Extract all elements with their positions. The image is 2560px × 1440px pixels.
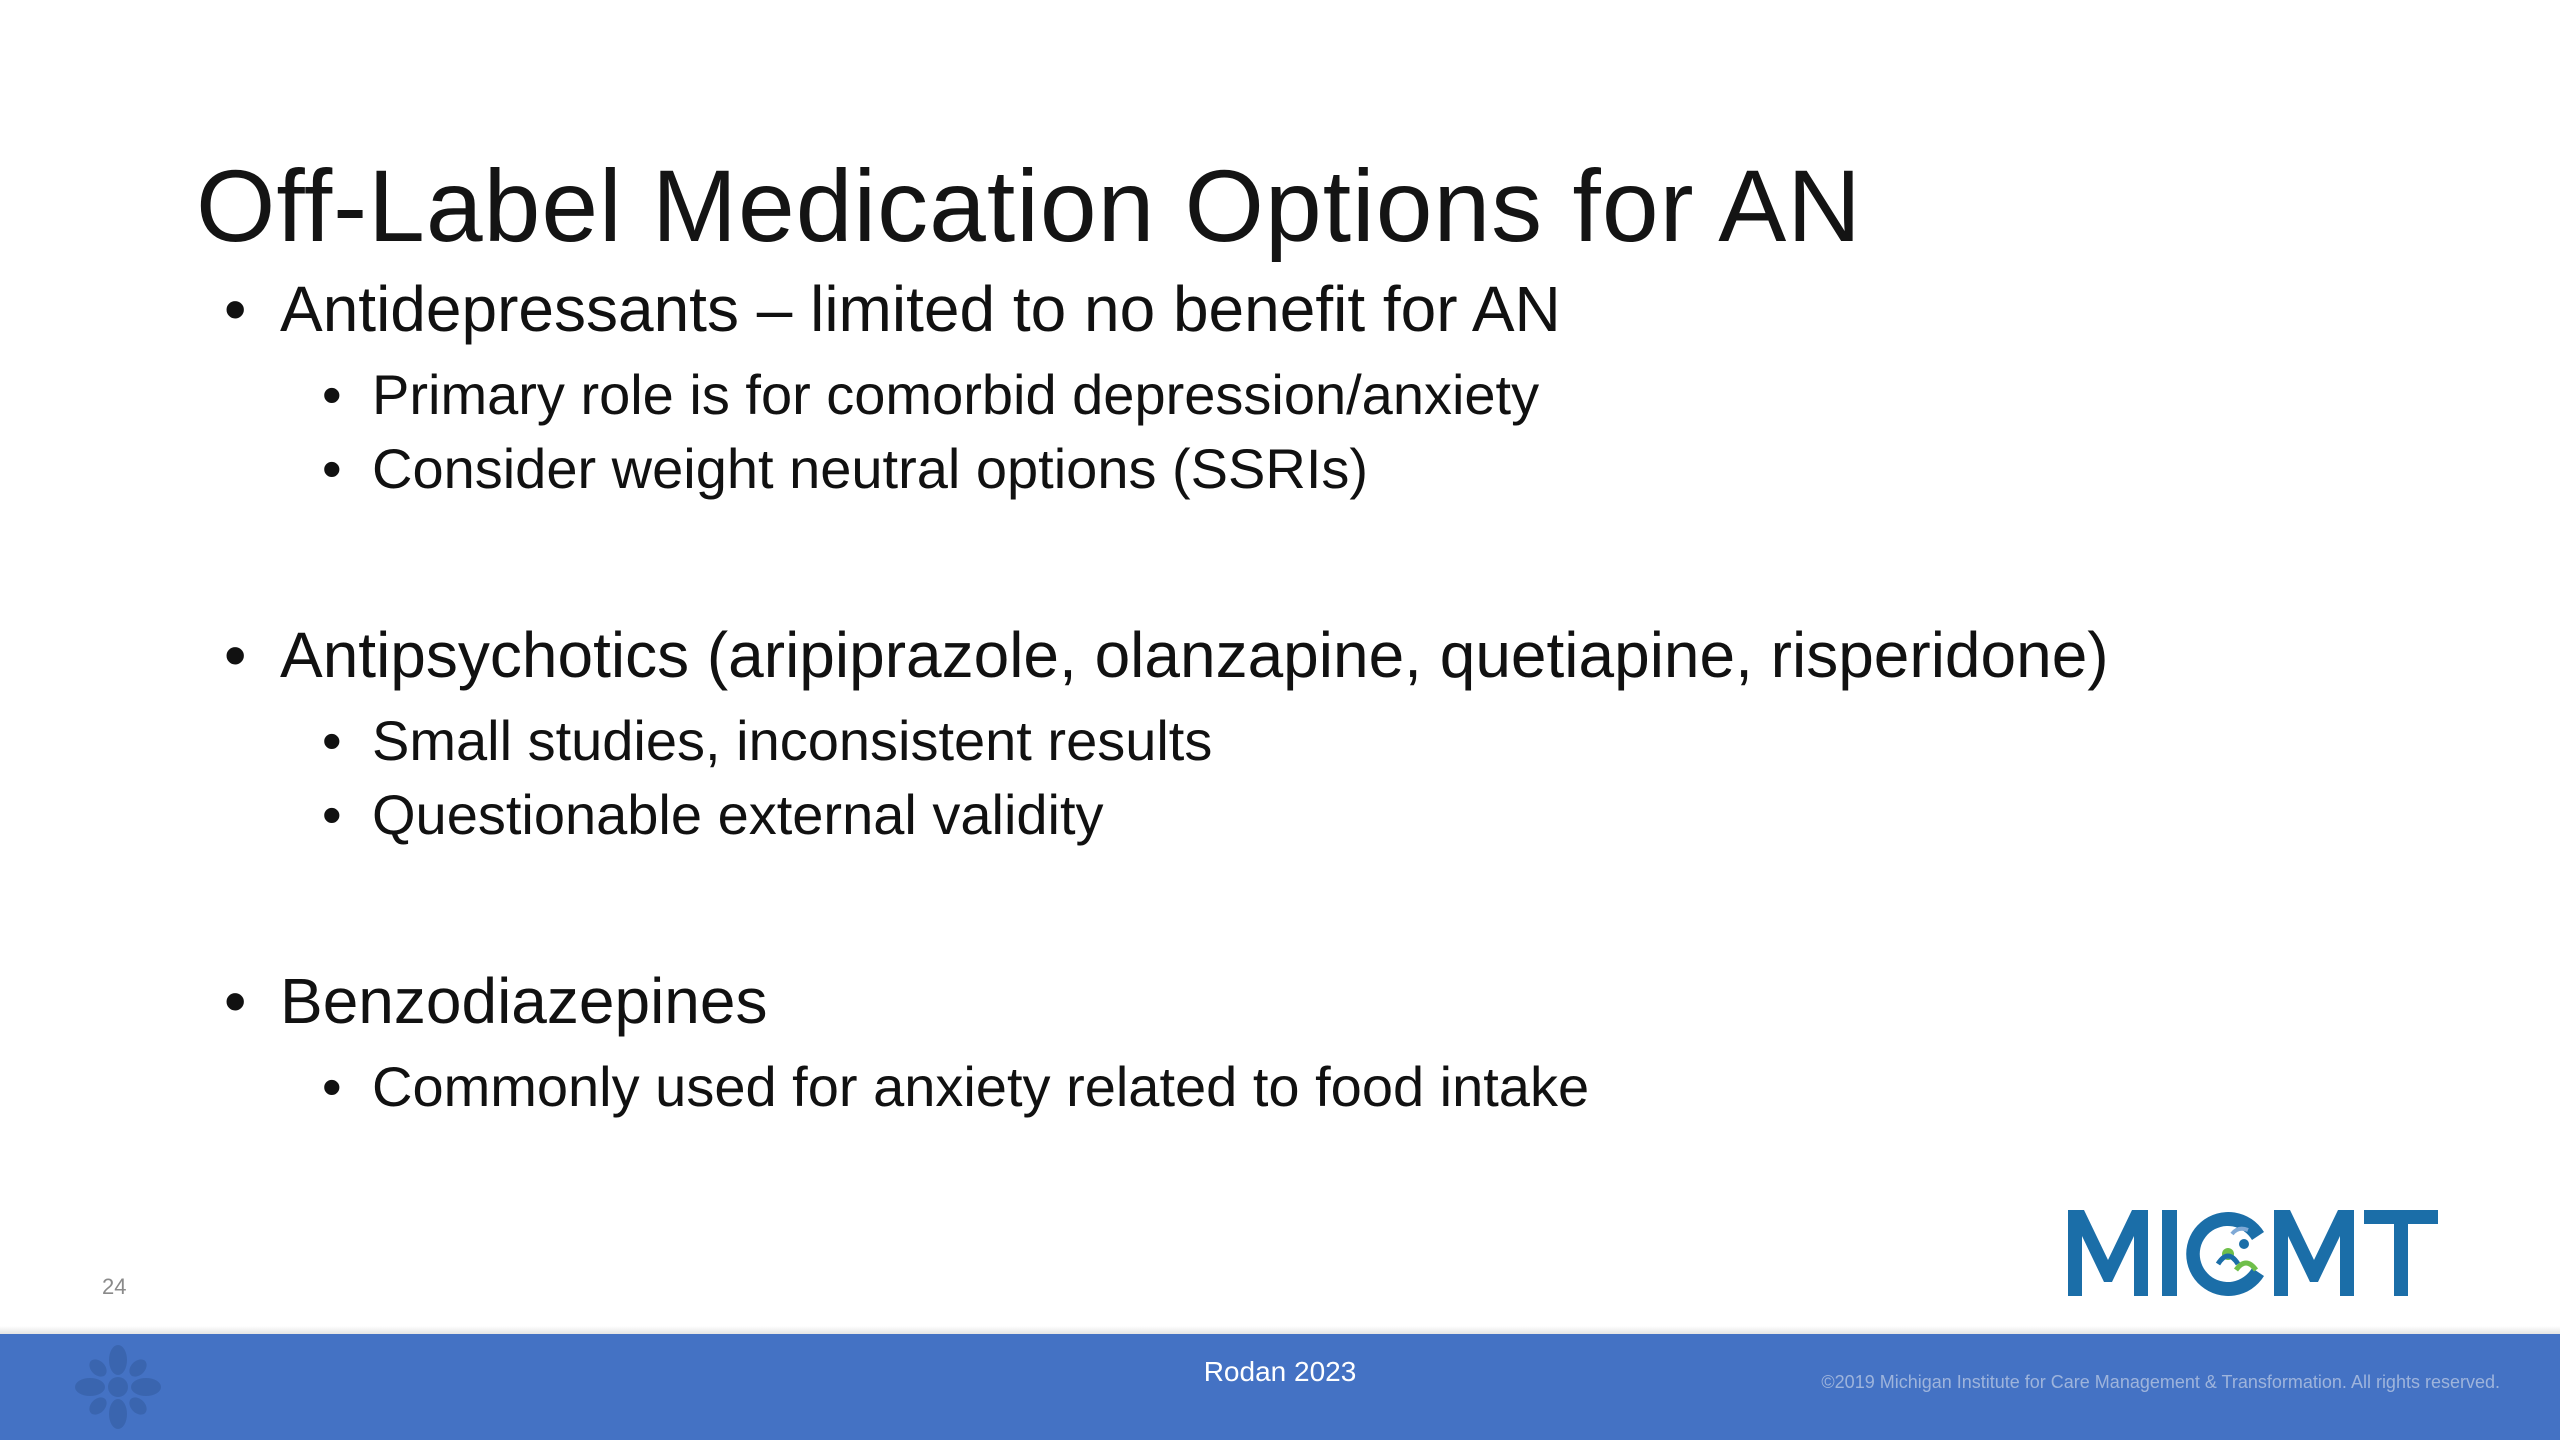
footer-citation: Rodan 2023 [1203, 1356, 1357, 1387]
bullet-text: Benzodiazepines [280, 965, 768, 1037]
micmt-logo [2068, 1204, 2502, 1300]
bullet-text: Antipsychotics (aripiprazole, olanzapine, quetiapine, risperidone) [280, 619, 2109, 691]
sub-bullet-text: Primary role is for comorbid depression/anxiety [372, 363, 1540, 426]
bullet-benzodiazepines: • Benzodiazepines [224, 965, 768, 1037]
micmt-logo-icon [2068, 1204, 2502, 1300]
sub-bullet: • Questionable external validity [322, 783, 1104, 846]
page-number: 24 [102, 1274, 127, 1299]
sub-bullet: • Commonly used for anxiety related to food intake [322, 1055, 1590, 1118]
sub-bullet: • Primary role is for comorbid depression/anxiety [322, 363, 1540, 426]
bullet-antidepressants: • Antidepressants – limited to no benefit for AN [224, 273, 1561, 345]
sub-bullet-text: Commonly used for anxiety related to food intake [372, 1055, 1590, 1118]
bullet-text: Antidepressants – limited to no benefit for AN [280, 273, 1561, 345]
sub-bullet: • Small studies, inconsistent results [322, 709, 1213, 772]
slide-title: Off-Label Medication Options for AN [196, 149, 1862, 263]
bullet-antipsychotics: • Antipsychotics (aripiprazole, olanzapine, quetiapine, risperidone) [224, 619, 2109, 691]
sub-bullet-text: Consider weight neutral options (SSRIs) [372, 437, 1369, 500]
footer-copyright: ©2019 Michigan Institute for Care Management & Transformation. All rights reserved. [1821, 1372, 2500, 1392]
sub-bullet-text: Questionable external validity [372, 783, 1104, 846]
sub-bullet: • Consider weight neutral options (SSRIs) [322, 437, 1369, 500]
sub-bullet-text: Small studies, inconsistent results [372, 709, 1213, 772]
